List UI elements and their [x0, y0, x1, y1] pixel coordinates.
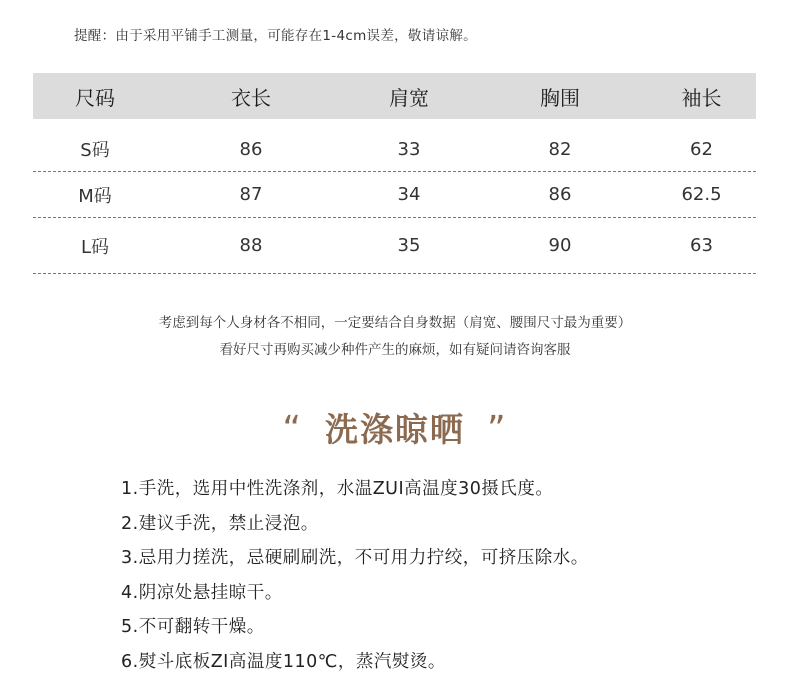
header-length: 衣长 [231, 85, 271, 110]
cell-shoulder: 34 [397, 184, 421, 205]
cell-size: L码 [80, 236, 110, 258]
cell-length: 86 [239, 138, 263, 160]
header-sleeve: 袖长 [681, 85, 722, 110]
list-item: 4.阴凉处悬挂晾干。 [121, 582, 283, 603]
size-advice-line-2: 看好尺寸再购买减少种件产生的麻烦，如有疑问请咨询客服 [219, 342, 571, 358]
cell-sleeve: 63 [690, 235, 713, 256]
close-quote: ” [487, 409, 508, 450]
cell-length: 87 [239, 184, 263, 205]
list-item: 3.忌用力搓洗，忌硬刷刷洗，不可用力拧绞，可挤压除水。 [121, 548, 589, 568]
wash-instructions-list [121, 472, 589, 679]
cell-size: M码 [78, 185, 112, 207]
list-item: 2.建议手洗，禁止浸泡。 [121, 513, 319, 534]
header-size: 尺码 [75, 85, 115, 110]
header-chest: 胸围 [540, 85, 580, 110]
cell-sleeve: 62.5 [681, 184, 722, 205]
cell-sleeve: 62 [690, 138, 713, 160]
list-item: 5.不可翻转干燥。 [121, 617, 265, 637]
list-item: 1.手洗，选用中性洗涤剂，水温ZUI高温度30摄氏度。 [121, 479, 554, 499]
wash-title-text: 洗涤晾晒 [325, 410, 465, 449]
cell-length: 88 [239, 235, 263, 256]
cell-shoulder: 35 [397, 235, 421, 256]
cell-size: S码 [80, 140, 110, 161]
size-table [33, 73, 756, 274]
size-advice-line-1: 考虑到每个人身材各不相同，一定要结合自身数据（肩宽、腰围尺寸最为重要） [158, 315, 632, 331]
cell-chest: 82 [548, 138, 572, 160]
cell-chest: 86 [548, 184, 572, 205]
open-quote: “ [282, 409, 303, 450]
table-row-s [33, 119, 756, 172]
wash-section-title [0, 404, 790, 451]
cell-shoulder: 33 [397, 138, 421, 160]
measurement-notice: 提醒：由于采用平铺手工测量，可能存在1-4cm误差，敬请谅解。 [74, 28, 477, 44]
cell-chest: 90 [548, 235, 572, 256]
header-shoulder: 肩宽 [389, 85, 429, 110]
table-row-m [33, 172, 756, 218]
size-table-header [33, 73, 756, 119]
table-row-l [33, 218, 756, 274]
list-item: 6.熨斗底板ZI高温度110℃，蒸汽熨烫。 [121, 651, 446, 672]
